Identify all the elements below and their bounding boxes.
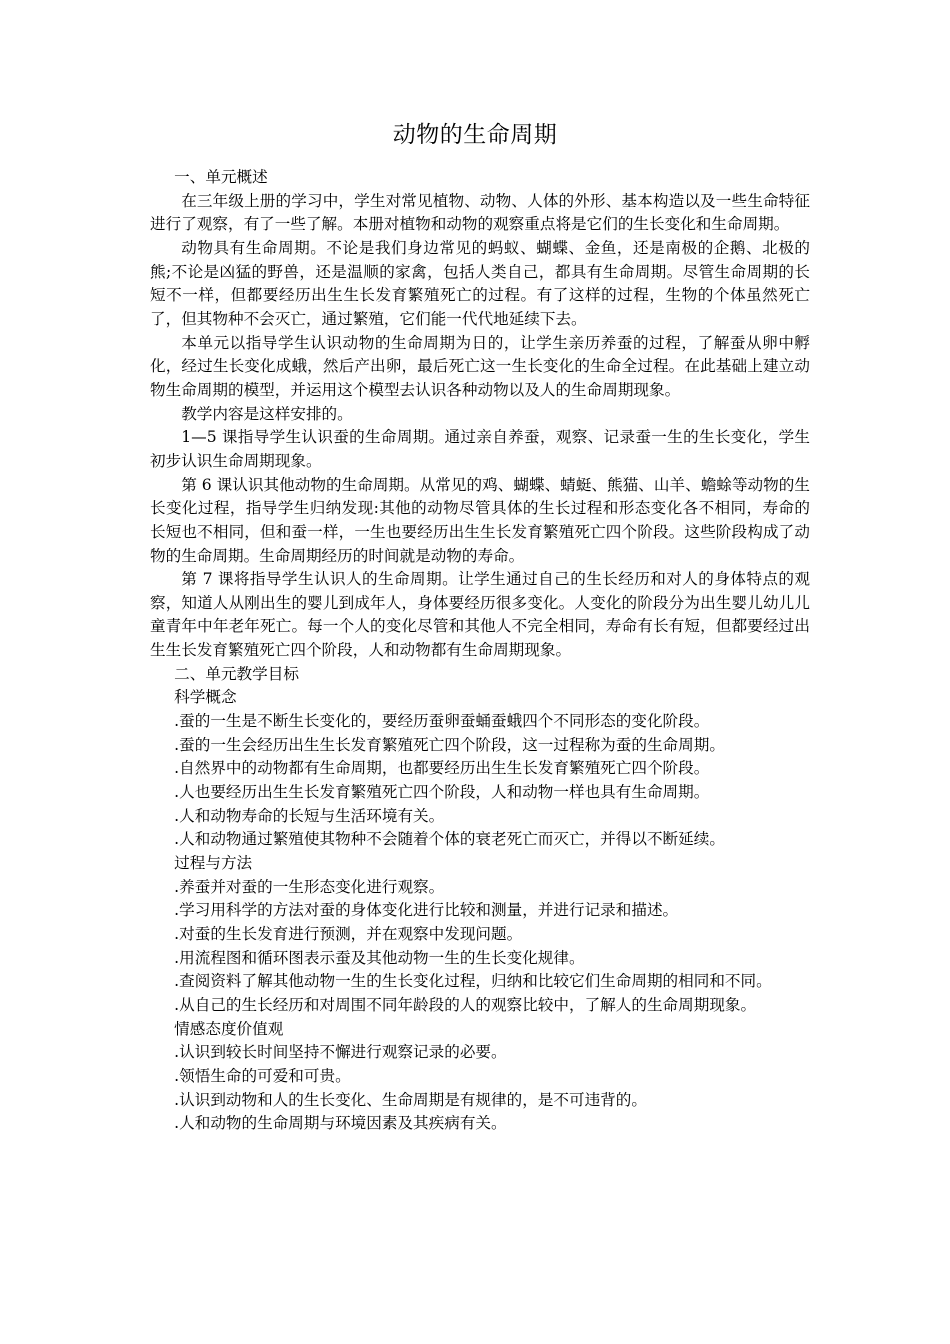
list-item: .用流程图和循环图表示蚕及其他动物一生的生长变化规律。: [174, 948, 585, 967]
list-item: .学习用科学的方法对蚕的身体变化进行比较和测量，并进行记录和描述。: [174, 901, 679, 920]
paragraph: 第 6 课认识其他动物的生命周期。从常见的鸡、蝴蝶、蜻蜓、熊猫、山羊、蟾蜍等动物的生长变化过程，指导学生归纳发现:其他的动物尽管具体的生长过程和形态变化各不相同，寿命的长短也不相同，但和蚕一样，一生也要经历出生生长发育繁殖死亡四个阶段。这些阶段构成了动物的生命周期。生命周期经历的时间就是动物的寿命。: [150, 475, 810, 565]
paragraph: 在三年级上册的学习中，学生对常见植物、动物、人体的外形、基本构造以及一些生命特征进行了观察，有了一些了解。本册对植物和动物的观察重点将是它们的生长变化和生命周期。: [150, 191, 810, 234]
paragraph: 教学内容是这样安排的。: [181, 404, 353, 423]
list-item: .从自己的生长经历和对周围不同年龄段的人的观察比较中，了解人的生命周期现象。: [174, 995, 757, 1014]
list-item: .认识到较长时间坚持不懈进行观察记录的必要。: [174, 1043, 507, 1062]
list-item: .人和动物寿命的长短与生活环境有关。: [174, 806, 445, 825]
list-item: .对蚕的生长发育进行预测，并在观察中发现问题。: [174, 925, 523, 943]
paragraph: 第 7 课将指导学生认识人的生命周期。让学生通过自己的生长经历和对人的身体特点的观察，知道人从刚出生的婴儿到成年人，身体要经历很多变化。人变化的阶段分为出生婴儿幼儿儿童青年中年老年死亡。每一个人的变化尽管和其他人不完全相同，寿命有长有短，但都要经过出生生长发育繁殖死亡四个阶段，人和动物都有生命周期现象。: [150, 570, 810, 660]
list-item: .蚕的一生是不断生长变化的，要经历蚕卵蚕蛹蚕蛾四个不同形态的变化阶段。: [174, 712, 710, 731]
paragraph: 本单元以指导学生认识动物的生命周期为日的，让学生亲历养蚕的过程，了解蚕从卵中孵化，经过生长变化成蛾，然后产出卵，最后死亡这一生长变化的生命全过程。在此基础上建立动物生命周期的模型，并运用这个模型去认识各种动物以及人的生命周期现象。: [150, 333, 810, 399]
document-body: [150, 166, 810, 1136]
subsection-heading-concepts: 科学概念: [174, 688, 237, 707]
list-item: .人也要经历出生生长发育繁殖死亡四个阶段，人和动物一样也具有生命周期。: [174, 783, 710, 802]
subsection-heading-methods: 过程与方法: [174, 854, 253, 873]
document-title: 动物的生命周期: [392, 122, 558, 148]
list-item: .蚕的一生会经历出生生长发育繁殖死亡四个阶段，这一过程称为蚕的生命周期。: [174, 735, 725, 754]
subsection-heading-attitudes: 情感态度价值观: [174, 1019, 284, 1038]
section-heading-overview: 一、单元概述: [174, 168, 268, 186]
list-item: .自然界中的动物都有生命周期，也都要经历出生生长发育繁殖死亡四个阶段。: [174, 759, 710, 778]
list-item: .人和动物的生命周期与环境因素及其疾病有关。: [174, 1114, 507, 1133]
list-item: .查阅资料了解其他动物一生的生长变化过程，归纳和比较它们生命周期的相同和不同。: [174, 972, 772, 991]
list-item: .人和动物通过繁殖使其物种不会随着个体的衰老死亡而灭亡，并得以不断延续。: [174, 830, 725, 849]
list-item: .养蚕并对蚕的一生形态变化进行观察。: [174, 877, 445, 896]
section-heading-goals: 二、单元教学目标: [174, 664, 299, 683]
list-item: .认识到动物和人的生长变化、生命周期是有规律的，是不可违背的。: [174, 1090, 647, 1109]
paragraph: 1—5 课指导学生认识蚕的生命周期。通过亲自养蚕，观察、记录蚕一生的生长变化，学生初步认识生命周期现象。: [150, 428, 810, 470]
paragraph: 动物具有生命周期。不论是我们身边常见的蚂蚁、蝴蝶、金鱼，还是南极的企鹅、北极的熊;不论是凶猛的野兽，还是温顺的家禽，包括人类自己，都具有生命周期。尽管生命周期的长短不一样，但都要经历出生生长发育繁殖死亡的过程。有了这样的过程，生物的个体虽然死亡了，但其物种不会灭亡，通过繁殖，它们能一代代地延续下去。: [150, 238, 810, 328]
list-item: .领悟生命的可爱和可贵。: [174, 1066, 351, 1085]
